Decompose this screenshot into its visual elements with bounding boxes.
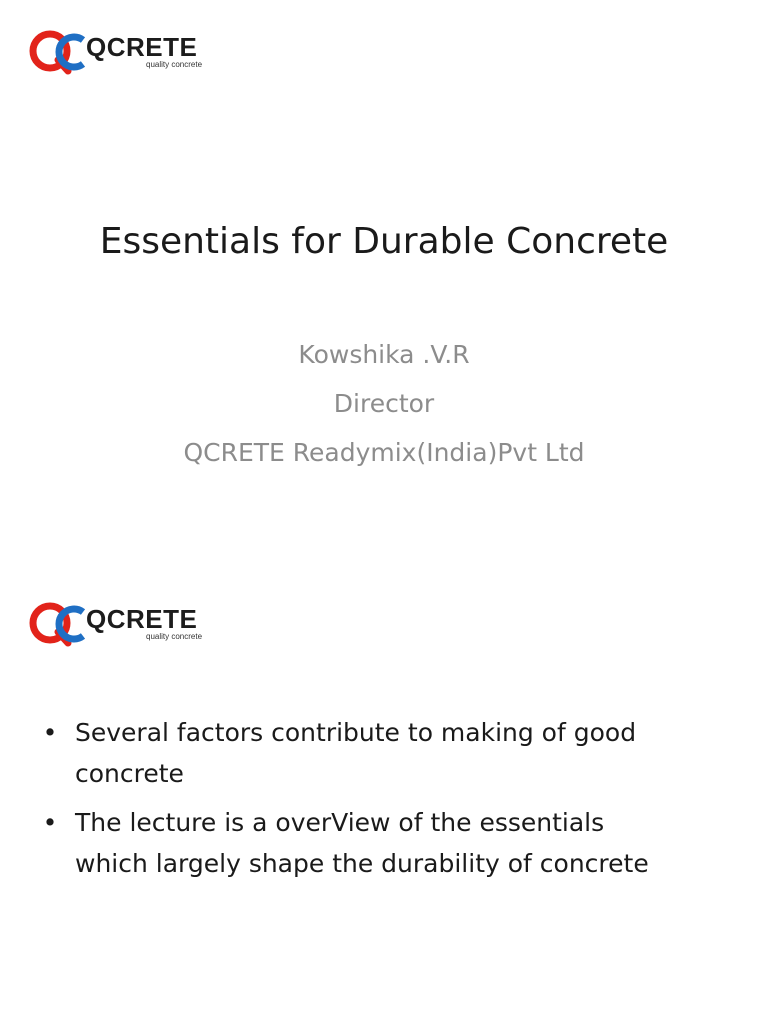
bullet-line: The lecture is a overView of the essentials	[75, 808, 605, 837]
logo-tagline: quality concrete	[146, 632, 203, 641]
subtitle-block	[0, 330, 768, 477]
logo-tagline: quality concrete	[146, 60, 203, 69]
bullet-icon: •	[42, 718, 58, 747]
logo-wordmark: QCRETE	[86, 604, 198, 634]
qcrete-logo	[28, 26, 228, 78]
presenter-role: Director	[333, 389, 435, 418]
qc-logo-icon	[28, 598, 86, 650]
bullet-list	[40, 712, 740, 892]
slide-title: Essentials for Durable Concrete	[99, 221, 669, 262]
presenter-name: Kowshika .V.R	[298, 340, 470, 369]
presenter-company: QCRETE Readymix(India)Pvt Ltd	[183, 438, 585, 467]
qc-logo-icon	[28, 26, 86, 78]
bullet-line: which largely shape the durability of concrete	[75, 849, 649, 878]
logo-wordmark: QCRETE	[86, 32, 198, 62]
bullet-line: concrete	[75, 759, 184, 788]
slide-overview	[0, 512, 768, 1024]
bullet-item	[40, 802, 740, 884]
bullet-item	[40, 712, 740, 794]
qcrete-logo	[28, 598, 228, 650]
bullet-icon: •	[42, 808, 58, 837]
bullet-line: Several factors contribute to making of good	[75, 718, 637, 747]
